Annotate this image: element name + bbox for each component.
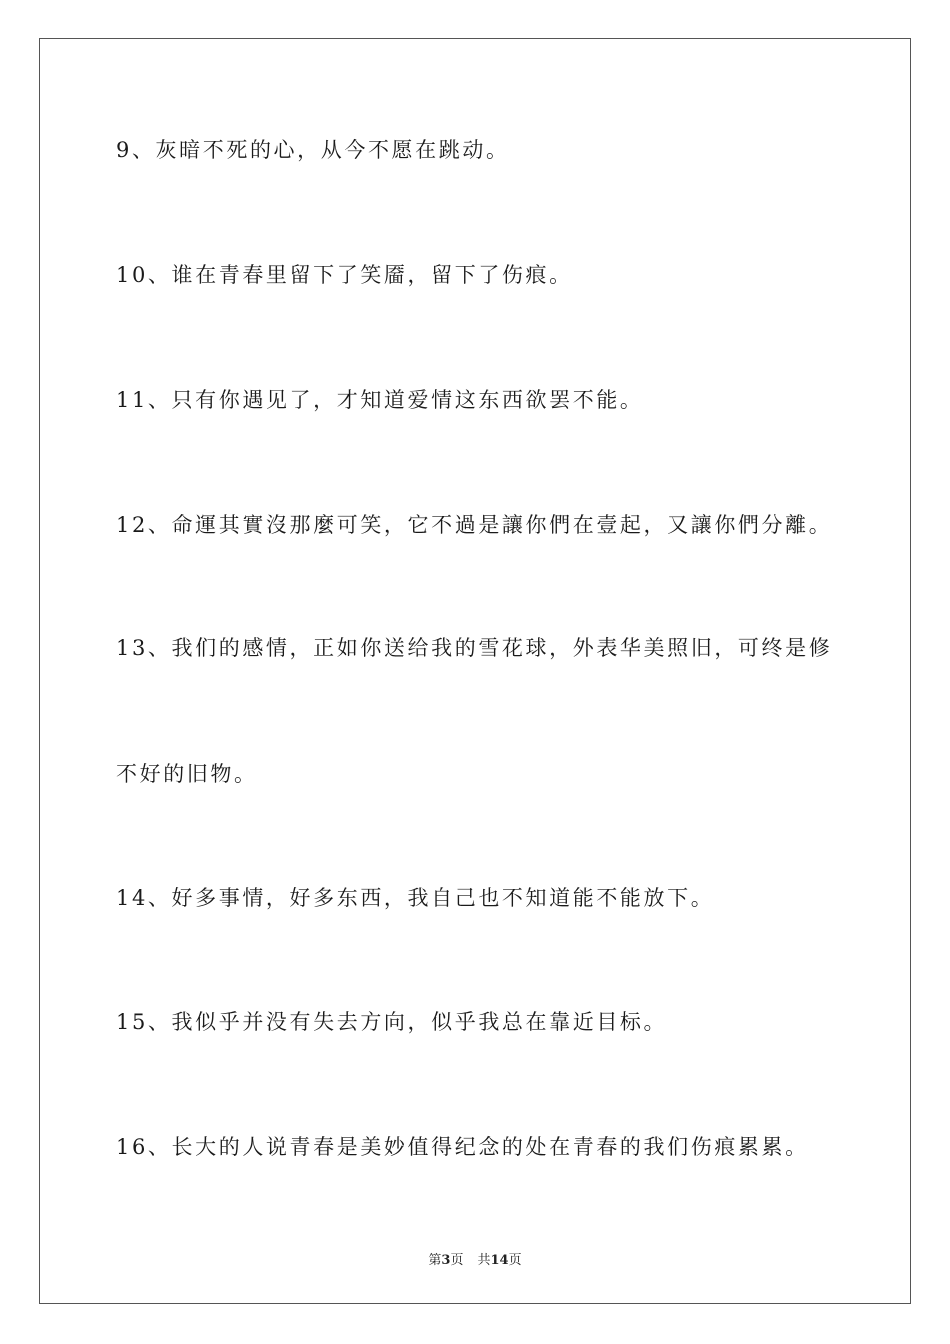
text-line-15: 15、我似乎并没有失去方向，似乎我总在靠近目标。	[116, 1010, 668, 1034]
text-line-10: 10、谁在青春里留下了笑靥，留下了伤痕。	[116, 263, 573, 287]
text-line-12: 12、命運其實沒那麼可笑，它不過是讓你們在壹起，又讓你們分離。	[116, 513, 833, 537]
total-page-count: 14	[490, 1253, 509, 1268]
text-line-13: 13、我们的感情，正如你送给我的雪花球，外表华美照旧，可终是修	[116, 636, 833, 660]
current-page-number: 3	[441, 1253, 451, 1268]
footer-page-suffix: 页	[450, 1253, 464, 1268]
text-line-16: 16、长大的人说青春是美妙值得纪念的处在青春的我们伤痕累累。	[116, 1135, 809, 1159]
footer-total-suffix: 页	[508, 1253, 522, 1268]
page-border	[39, 38, 911, 1304]
text-line-11: 11、只有你遇见了，才知道爱情这东西欲罢不能。	[116, 388, 644, 412]
footer-total-prefix: 共	[477, 1253, 491, 1268]
text-line-13-continued: 不好的旧物。	[116, 762, 258, 786]
footer-prefix: 第	[428, 1253, 442, 1268]
text-line-9: 9、灰暗不死的心，从今不愿在跳动。	[116, 138, 510, 162]
page-footer	[0, 1249, 950, 1268]
text-line-14: 14、好多事情，好多东西，我自己也不知道能不能放下。	[116, 886, 715, 910]
